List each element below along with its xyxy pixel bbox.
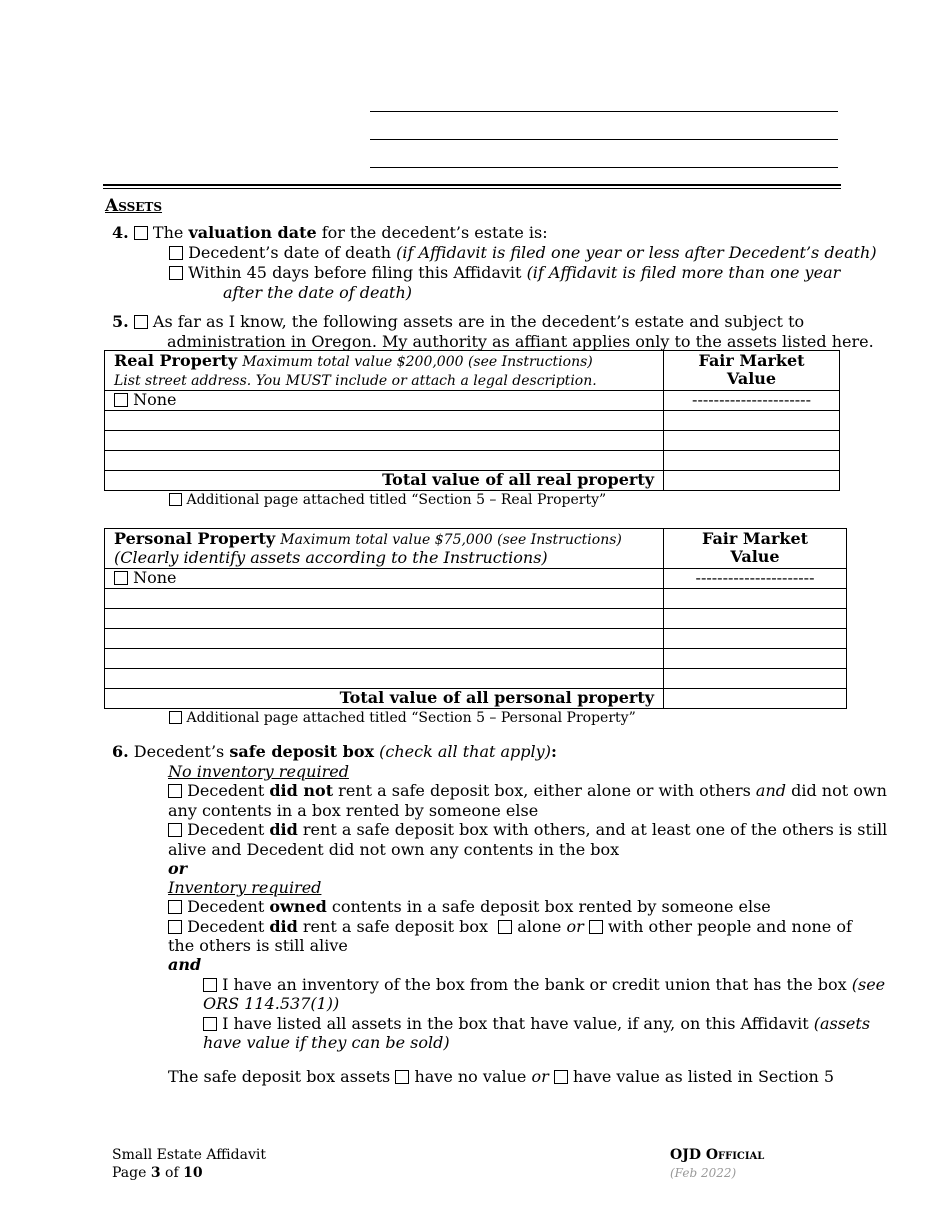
caption-line-3	[370, 167, 838, 168]
page-current: 3	[150, 1165, 161, 1181]
listed-assets-note: (assets	[813, 1014, 871, 1033]
real-fmv-line2: Value	[726, 369, 777, 388]
assets-heading: Assets	[105, 196, 163, 216]
real-none-checkbox[interactable]	[114, 393, 128, 407]
section-5-checkbox[interactable]	[134, 315, 148, 329]
or-separator: or	[168, 859, 188, 878]
section-5-number: 5.	[112, 312, 129, 331]
table-row	[105, 451, 840, 471]
real-value-cell[interactable]	[664, 411, 840, 431]
personal-property-header	[105, 529, 664, 569]
section-6-number: 6.	[112, 742, 129, 761]
personal-fmv-line2: Value	[730, 547, 780, 566]
section-4-pre: The	[152, 223, 184, 242]
personal-asset-cell[interactable]	[105, 669, 664, 689]
did-not-rent-post: did not own	[791, 781, 887, 800]
real-none-cell	[105, 391, 664, 411]
real-none-label: None	[133, 390, 177, 409]
listed-assets-line2: have value if they can be sold)	[203, 1033, 450, 1052]
personal-none-cell	[105, 569, 664, 589]
rented-box-pre: Decedent	[187, 917, 265, 936]
box-assets-pre: The safe deposit box assets	[168, 1067, 391, 1086]
section-6-note: (check all that apply)	[379, 742, 551, 761]
footer-official: OJD Official	[670, 1147, 765, 1163]
page-total: 10	[183, 1165, 203, 1181]
real-additional-checkbox[interactable]	[169, 493, 182, 506]
section-4-bold: valuation date	[188, 223, 317, 242]
footer-date: (Feb 2022)	[670, 1166, 737, 1180]
rented-alone-checkbox[interactable]	[498, 920, 512, 934]
personal-value-cell[interactable]	[664, 609, 847, 629]
rented-with-others-pre: Decedent	[187, 820, 265, 839]
personal-asset-cell[interactable]	[105, 609, 664, 629]
inventory-required-heading: Inventory required	[168, 878, 322, 897]
section-4-checkbox[interactable]	[134, 226, 148, 240]
owned-contents-pre: Decedent	[187, 897, 265, 916]
valuation-death-label: Decedent’s date of death	[188, 243, 392, 262]
real-total-row	[105, 471, 840, 491]
table-row	[105, 431, 840, 451]
real-none-dashes: ----------------------	[664, 391, 840, 411]
real-fmv-line1: Fair Market	[698, 351, 805, 370]
valuation-death-checkbox[interactable]	[169, 246, 183, 260]
box-assets-or: or	[531, 1067, 549, 1086]
real-none-row	[105, 391, 840, 411]
have-inventory-checkbox[interactable]	[203, 978, 217, 992]
personal-total-row	[105, 689, 847, 709]
real-property-table	[104, 350, 840, 491]
rented-box-checkbox[interactable]	[168, 920, 182, 934]
section-5-line2: administration in Oregon. My authority as affiant applies only to the assets listed here.	[167, 332, 874, 351]
personal-property-table	[104, 528, 847, 709]
did-not-rent-and: and	[755, 781, 787, 800]
rented-with-others-checkbox[interactable]	[168, 823, 182, 837]
personal-value-cell[interactable]	[664, 589, 847, 609]
rented-alone-label: alone	[517, 917, 562, 936]
real-additional-label: Additional page attached titled “Section 5 – Real Property”	[186, 492, 607, 508]
section-6-bold: safe deposit box	[229, 742, 375, 761]
personal-asset-cell[interactable]	[105, 649, 664, 669]
page-of: of	[165, 1165, 179, 1181]
rented-box-post: with other people and none of	[607, 917, 852, 936]
personal-asset-cell[interactable]	[105, 629, 664, 649]
option-rented-box	[168, 917, 852, 936]
valuation-death-note: (if Affidavit is filed one year or less after Decedent’s death)	[396, 243, 877, 262]
personal-none-dashes: ----------------------	[664, 569, 847, 589]
section-4-post: for the decedent’s estate is:	[321, 223, 548, 242]
section-6	[112, 742, 557, 761]
personal-additional-checkbox[interactable]	[169, 711, 182, 724]
real-property-subtitle: List street address. You MUST include or attach a legal description.	[114, 373, 597, 389]
personal-fmv-line1: Fair Market	[701, 529, 809, 548]
valuation-option-45days	[169, 263, 840, 282]
real-asset-cell[interactable]	[105, 411, 664, 431]
real-value-cell[interactable]	[664, 431, 840, 451]
personal-additional-page	[169, 710, 636, 726]
personal-property-subtitle: (Clearly identify assets according to the Instructions)	[114, 548, 548, 567]
section-6-colon: :	[550, 742, 557, 761]
personal-none-checkbox[interactable]	[114, 571, 128, 585]
table-row	[105, 629, 847, 649]
did-not-rent-checkbox[interactable]	[168, 784, 182, 798]
real-property-title-note: Maximum total value $200,000 (see Instructions)	[242, 354, 593, 370]
has-value-label: have value as listed in Section 5	[572, 1067, 835, 1086]
table-row	[105, 609, 847, 629]
real-asset-cell[interactable]	[105, 451, 664, 471]
valuation-option-death	[169, 243, 877, 262]
and-separator: and	[168, 955, 202, 974]
rented-box-bold: did	[269, 917, 298, 936]
owned-contents-bold: owned	[269, 897, 327, 916]
section-5	[112, 312, 804, 331]
no-inventory-heading: No inventory required	[168, 762, 349, 781]
personal-none-label: None	[133, 568, 177, 587]
no-value-checkbox[interactable]	[395, 1070, 409, 1084]
personal-asset-cell[interactable]	[105, 589, 664, 609]
table-row	[105, 669, 847, 689]
personal-additional-label: Additional page attached titled “Section 5 – Personal Property”	[186, 710, 636, 726]
did-not-rent-bold: did not	[269, 781, 334, 800]
rented-box-mid: rent a safe deposit box	[302, 917, 489, 936]
valuation-45days-label: Within 45 days before filing this Affidavit	[188, 263, 522, 282]
did-not-rent-line2: any contents in a box rented by someone else	[168, 801, 539, 820]
valuation-45days-note: (if Affidavit is filed more than one year	[526, 263, 841, 282]
section-4-number: 4.	[112, 223, 129, 242]
personal-none-row	[105, 569, 847, 589]
option-rented-with-others	[168, 820, 887, 839]
valuation-45days-note-line2: after the date of death)	[223, 283, 413, 302]
real-fmv-header	[664, 351, 840, 391]
section-4	[112, 223, 548, 242]
caption-line-1	[370, 111, 838, 112]
personal-total-label: Total value of all personal property	[105, 689, 664, 709]
real-property-title: Real Property	[114, 351, 238, 370]
section-6-pre: Decedent’s	[133, 742, 225, 761]
rented-with-others-bold: did	[269, 820, 298, 839]
did-not-rent-mid: rent a safe deposit box, either alone or with others	[338, 781, 751, 800]
footer-form-name: Small Estate Affidavit	[112, 1147, 266, 1163]
rented-box-or: or	[566, 917, 584, 936]
rented-box-line2: the others is still alive	[168, 936, 348, 955]
real-value-cell[interactable]	[664, 451, 840, 471]
owned-contents-post: contents in a safe deposit box rented by someone else	[331, 897, 771, 916]
double-rule-top	[103, 184, 841, 186]
personal-fmv-header	[664, 529, 847, 569]
double-rule-bottom	[103, 188, 841, 189]
valuation-45days-checkbox[interactable]	[169, 266, 183, 280]
real-total-label: Total value of all real property	[105, 471, 664, 491]
table-row	[105, 649, 847, 669]
page-label: Page	[112, 1165, 147, 1181]
no-value-label: have no value	[414, 1067, 527, 1086]
table-row	[105, 589, 847, 609]
personal-value-cell[interactable]	[664, 649, 847, 669]
have-inventory-label: I have an inventory of the box from the bank or credit union that has the box	[222, 975, 847, 994]
option-have-inventory	[203, 975, 885, 994]
owned-contents-checkbox[interactable]	[168, 900, 182, 914]
caption-line-2	[370, 139, 838, 140]
listed-assets-label: I have listed all assets in the box that have value, if any, on this Affidavit	[222, 1014, 809, 1033]
have-inventory-note: (see	[851, 975, 886, 994]
real-property-header-row	[105, 351, 840, 391]
has-value-checkbox[interactable]	[554, 1070, 568, 1084]
footer-page-number	[112, 1165, 203, 1181]
personal-property-title: Personal Property	[114, 529, 276, 548]
rented-with-others-alive-checkbox[interactable]	[589, 920, 603, 934]
listed-assets-checkbox[interactable]	[203, 1017, 217, 1031]
real-total-value[interactable]	[664, 471, 840, 491]
personal-value-cell[interactable]	[664, 669, 847, 689]
personal-property-title-note: Maximum total value $75,000 (see Instructions)	[280, 532, 622, 548]
rented-with-others-line2: alive and Decedent did not own any contents in the box	[168, 840, 620, 859]
did-not-rent-pre: Decedent	[187, 781, 265, 800]
section-5-line1: As far as I know, the following assets are in the decedent’s estate and subject to	[152, 312, 805, 331]
option-owned-contents	[168, 897, 771, 916]
real-property-header	[105, 351, 664, 391]
option-did-not-rent	[168, 781, 887, 800]
personal-total-value[interactable]	[664, 689, 847, 709]
box-assets-value-line	[168, 1067, 834, 1086]
table-row	[105, 411, 840, 431]
option-listed-assets	[203, 1014, 870, 1033]
real-asset-cell[interactable]	[105, 431, 664, 451]
real-additional-page	[169, 492, 606, 508]
personal-property-header-row	[105, 529, 847, 569]
personal-value-cell[interactable]	[664, 629, 847, 649]
have-inventory-line2: ORS 114.537(1))	[203, 994, 340, 1013]
rented-with-others-post: rent a safe deposit box with others, and at least one of the others is still	[302, 820, 888, 839]
